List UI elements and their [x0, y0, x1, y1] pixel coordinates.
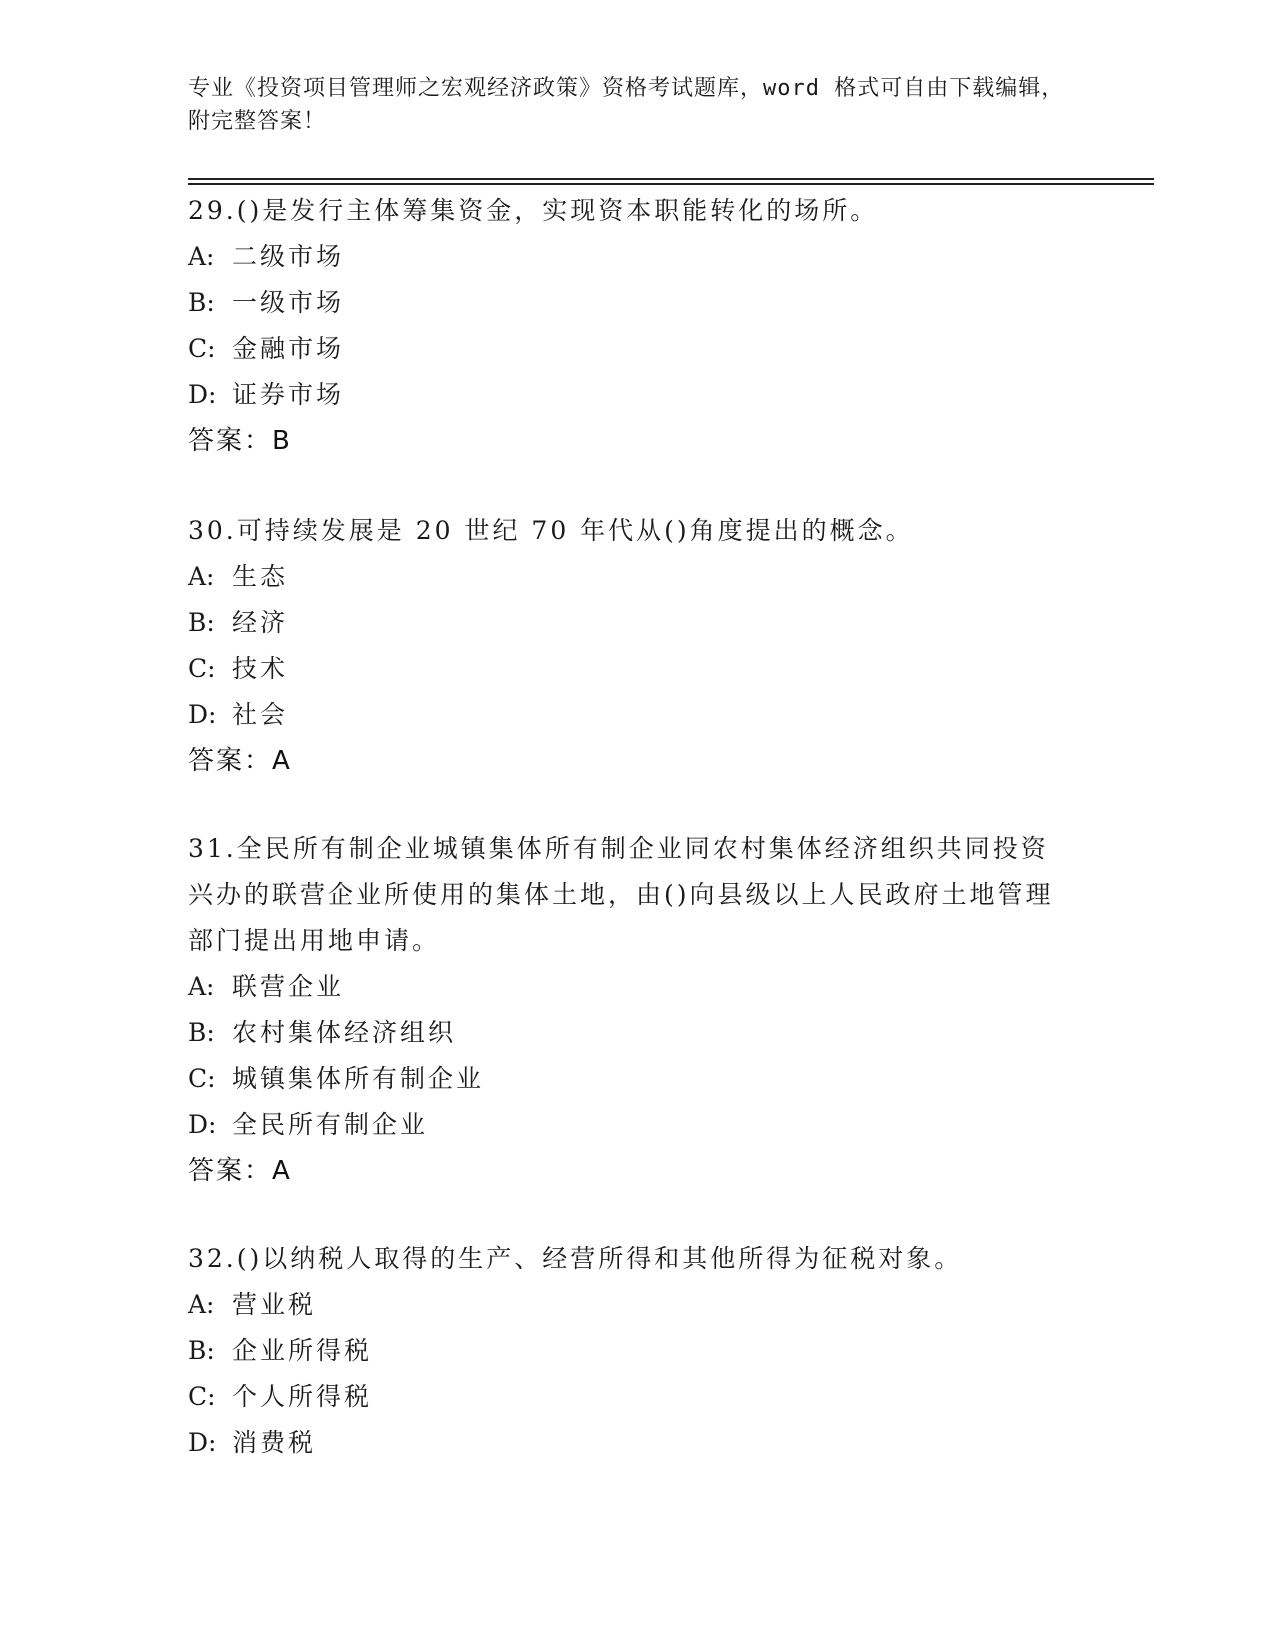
- option-a: [188, 554, 1068, 600]
- option-text: 一级市场: [232, 288, 345, 317]
- answer-line: 答案：A: [188, 1156, 292, 1186]
- option-a: [188, 964, 1068, 1010]
- option-d: [188, 372, 1068, 418]
- option-d: [188, 1420, 1068, 1466]
- header-divider-top: [188, 178, 1154, 180]
- option-text: 农村集体经济组织: [232, 1018, 457, 1047]
- option-letter: C:: [188, 334, 216, 363]
- option-d: [188, 692, 1068, 738]
- option-letter: D:: [188, 1428, 217, 1457]
- option-c: [188, 326, 1068, 372]
- question-32: [188, 1236, 1068, 1466]
- option-b: [188, 1328, 1068, 1374]
- option-letter: D:: [188, 380, 217, 409]
- option-letter: C:: [188, 654, 216, 683]
- option-text: 消费税: [232, 1428, 317, 1457]
- option-text: 二级市场: [232, 242, 345, 271]
- option-letter: D:: [188, 700, 217, 729]
- option-text: 金融市场: [232, 334, 345, 363]
- option-letter: B:: [188, 1336, 215, 1365]
- question-30: [188, 508, 1068, 784]
- option-letter: B:: [188, 1018, 215, 1047]
- option-letter: A:: [188, 562, 215, 591]
- option-letter: B:: [188, 608, 215, 637]
- option-letter: A:: [188, 1290, 215, 1319]
- option-c: [188, 1056, 1068, 1102]
- header-divider-bottom: [188, 183, 1154, 185]
- option-letter: C:: [188, 1382, 216, 1411]
- option-text: 社会: [232, 700, 289, 729]
- option-b: [188, 600, 1068, 646]
- option-b: [188, 1010, 1068, 1056]
- option-letter: A:: [188, 242, 215, 271]
- option-text: 个人所得税: [232, 1382, 373, 1411]
- option-d: [188, 1102, 1068, 1148]
- option-text: 城镇集体所有制企业: [232, 1064, 485, 1093]
- option-b: [188, 280, 1068, 326]
- option-text: 联营企业: [232, 972, 345, 1001]
- question-stem: 32.()以纳税人取得的生产、经营所得和其他所得为征税对象。: [188, 1244, 963, 1273]
- option-text: 证券市场: [232, 380, 345, 409]
- answer-line: 答案：B: [188, 426, 292, 456]
- option-text: 企业所得税: [232, 1336, 373, 1365]
- option-text: 技术: [232, 654, 289, 683]
- answer-line: 答案：A: [188, 746, 292, 776]
- question-29: [188, 188, 1068, 464]
- question-stem: 30.可持续发展是 20 世纪 70 年代从()角度提出的概念。: [188, 516, 914, 545]
- question-stem: 31.全民所有制企业城镇集体所有制企业同农村集体经济组织共同投资兴办的联营企业所使用的集体土地，由()向县级以上人民政府土地管理部门提出用地申请。: [188, 834, 1054, 955]
- option-c: [188, 646, 1068, 692]
- question-31: [188, 826, 1068, 1194]
- option-c: [188, 1374, 1068, 1420]
- option-a: [188, 1282, 1068, 1328]
- option-letter: C:: [188, 1064, 216, 1093]
- document-header: 专业《投资项目管理师之宏观经济政策》资格考试题库，word 格式可自由下载编辑，附完整答案！: [188, 76, 1065, 134]
- option-letter: B:: [188, 288, 215, 317]
- option-letter: D:: [188, 1110, 217, 1139]
- option-letter: A:: [188, 972, 215, 1001]
- option-a: [188, 234, 1068, 280]
- option-text: 营业税: [232, 1290, 317, 1319]
- option-text: 全民所有制企业: [232, 1110, 429, 1139]
- option-text: 生态: [232, 562, 289, 591]
- question-stem: 29.()是发行主体筹集资金，实现资本职能转化的场所。: [188, 196, 879, 225]
- option-text: 经济: [232, 608, 289, 637]
